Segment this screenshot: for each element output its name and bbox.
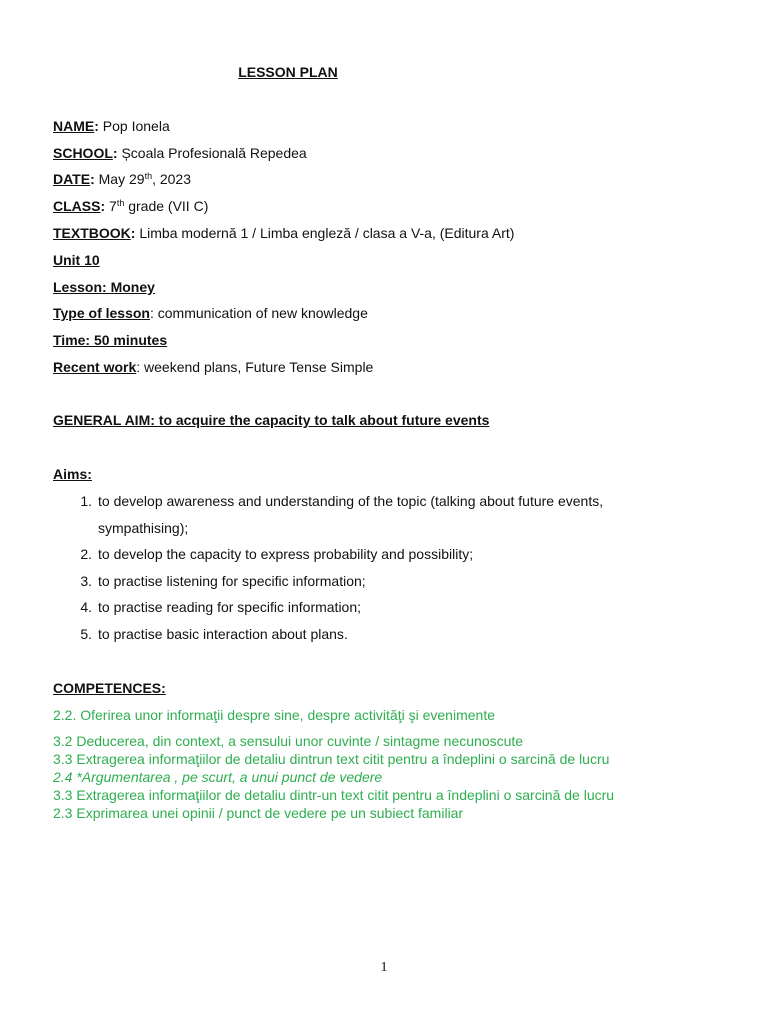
textbook-colon: : — [130, 225, 136, 241]
aim-number: 5. — [80, 626, 92, 642]
textbook-label: TEXTBOOK — [53, 225, 131, 241]
school-label: SCHOOL — [53, 145, 113, 161]
class-label: CLASS — [53, 198, 101, 214]
date-superscript: th — [144, 171, 153, 181]
class-value-after: grade (VII C) — [124, 198, 209, 214]
competences-heading: COMPETENCES: — [53, 680, 166, 696]
aim-item: to practise listening for specific information; — [98, 573, 366, 589]
date-value-after: , 2023 — [152, 171, 192, 187]
recent-work-field — [53, 359, 373, 375]
competence-item: 2.3 Exprimarea unei opinii / punct de vedere pe un subiect familiar — [53, 805, 464, 821]
textbook-field — [53, 225, 514, 241]
unit-heading: Unit 10 — [53, 252, 100, 268]
aim-item: to practise basic interaction about plans. — [98, 626, 348, 642]
date-field — [53, 171, 191, 187]
aim-number: 3. — [80, 573, 92, 589]
competence-item: 3.2 Deducerea, din context, a sensului unor cuvinte / sintagme necunoscute — [53, 733, 524, 749]
aim-item: to practise reading for specific information; — [98, 599, 362, 615]
aims-heading: Aims: — [53, 466, 92, 482]
type-of-lesson-label: Type of lesson — [53, 305, 150, 321]
competence-item: 2.4 *Argumentarea , pe scurt, a unui punct de vedere — [53, 769, 383, 785]
date-colon: : — [90, 171, 95, 187]
competence-item: 3.3 Extragerea informaţiilor de detaliu dintr-un text citit pentru a îndeplini o sarcină de lucru — [53, 787, 615, 803]
school-colon: : — [112, 145, 118, 161]
document-title: LESSON PLAN — [238, 64, 338, 80]
aim-item: to develop the capacity to express probability and possibility; — [98, 546, 474, 562]
lesson-heading: Lesson: Money — [53, 279, 155, 295]
school-value: Școala Profesională Repedea — [117, 145, 307, 161]
aim-number: 2. — [80, 546, 92, 562]
class-superscript: th — [116, 198, 125, 208]
name-field — [53, 118, 170, 134]
date-value-before: May 29 — [94, 171, 145, 187]
type-of-lesson-value: : communication of new knowledge — [149, 305, 368, 321]
type-of-lesson-field — [53, 305, 368, 321]
competence-item: 3.3 Extragerea informaţiilor de detaliu dintrun text citit pentru a îndeplini o sarcină de lucru — [53, 751, 610, 767]
aim-number: 4. — [80, 599, 92, 615]
class-colon: : — [100, 198, 106, 214]
date-label: DATE — [53, 171, 91, 187]
aim-number: 1. — [80, 493, 92, 509]
school-field — [53, 145, 307, 161]
textbook-value: Limba modernă 1 / Limba engleză / clasa a V-a, (Editura Art) — [135, 225, 515, 241]
time-heading: Time: 50 minutes — [53, 332, 168, 348]
name-label: NAME — [53, 118, 95, 134]
name-colon: : — [94, 118, 99, 134]
general-aim: GENERAL AIM: to acquire the capacity to talk about future events — [53, 412, 490, 428]
class-value-before: 7 — [105, 198, 117, 214]
page-number: 1 — [380, 960, 388, 975]
recent-work-label: Recent work — [53, 359, 137, 375]
competence-item: 2.2. Oferirea unor informaţii despre sine, despre activităţi şi evenimente — [53, 707, 495, 723]
aim-item: to develop awareness and understanding of the topic (talking about future events, — [98, 493, 604, 509]
recent-work-value: : weekend plans, Future Tense Simple — [136, 359, 374, 375]
aim-item-continuation: sympathising); — [98, 520, 189, 536]
name-value: Pop Ionela — [98, 118, 170, 134]
class-field — [53, 198, 208, 214]
